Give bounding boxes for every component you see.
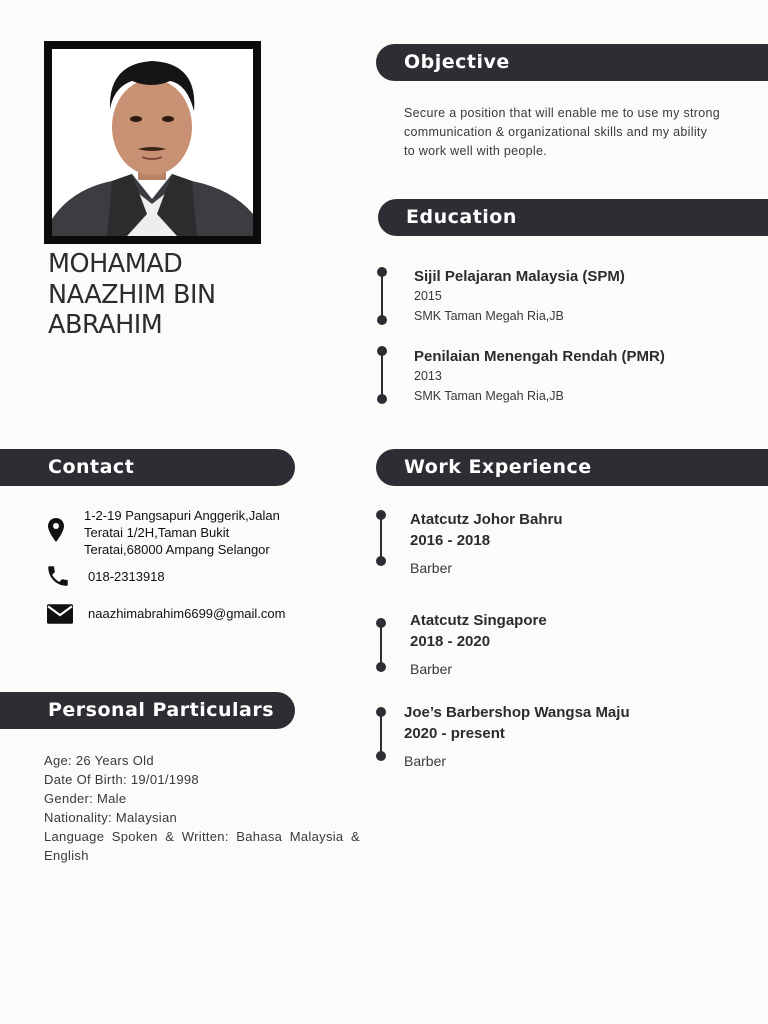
education-entry (414, 266, 625, 326)
particular-item: Gender: Male (44, 791, 127, 806)
contact-email[interactable]: naazhimabrahim6699@gmail.com (88, 606, 286, 621)
candidate-name (48, 249, 348, 341)
contact-phone-row (44, 562, 165, 590)
contact-address (84, 507, 280, 558)
education-school: SMK Taman Megah Ria,JB (414, 308, 564, 323)
work-role: Barber (404, 753, 447, 769)
work-company: Atatcutz Johor Bahru (410, 511, 563, 528)
email-icon (46, 600, 74, 628)
work-heading: Work Experience (376, 449, 768, 486)
objective-line: Secure a position that will enable me to use my strong communication & organizational skills and my ability (404, 106, 720, 139)
education-title: Sijil Pelajaran Malaysia (SPM) (414, 268, 625, 285)
location-pin-icon (42, 516, 70, 544)
work-timeline-2 (375, 618, 387, 678)
education-title: Penilaian Menengah Rendah (PMR) (414, 348, 665, 365)
work-period: 2016 - 2018 (410, 532, 491, 549)
contact-heading: Contact (0, 449, 295, 486)
particulars-list (44, 751, 360, 865)
work-period: 2018 - 2020 (410, 633, 491, 650)
name-line: MOHAMAD (48, 249, 183, 279)
contact-phone: 018-2313918 (88, 569, 165, 584)
particulars-heading: Personal Particulars (0, 692, 295, 729)
work-company: Joe’s Barbershop Wangsa Maju (404, 704, 630, 721)
education-heading: Education (378, 199, 768, 236)
objective-heading: Objective (376, 44, 768, 81)
address-line: Teratai 1/2H,Taman Bukit (84, 525, 230, 540)
particular-item: Date Of Birth: 19/01/1998 (44, 772, 199, 787)
education-entry (414, 346, 665, 406)
name-line: NAAZHIM BIN (48, 279, 216, 310)
contact-address-row (42, 508, 280, 558)
education-year: 2013 (414, 369, 442, 383)
particular-item: Nationality: Malaysian (44, 810, 178, 825)
profile-photo (52, 49, 253, 236)
phone-icon (44, 562, 72, 590)
particular-item: Age: 26 Years Old (44, 753, 154, 768)
work-period: 2020 - present (404, 725, 505, 742)
work-timeline-3 (375, 707, 387, 767)
name-line: ABRAHIM (48, 310, 163, 340)
education-timeline-2 (376, 346, 388, 406)
contact-email-row (46, 600, 285, 628)
work-role: Barber (410, 560, 453, 576)
objective-line: to work well with people. (404, 144, 547, 158)
work-role: Barber (410, 661, 453, 677)
work-entry (410, 509, 563, 578)
education-school: SMK Taman Megah Ria,JB (414, 388, 564, 403)
work-entry (410, 610, 547, 679)
work-company: Atatcutz Singapore (410, 612, 547, 629)
work-timeline-1 (375, 510, 387, 570)
education-year: 2015 (414, 289, 442, 303)
work-entry (404, 702, 630, 771)
objective-text (404, 104, 720, 161)
education-timeline-1 (376, 267, 388, 327)
address-line: 1-2-19 Pangsapuri Anggerik,Jalan (84, 508, 280, 523)
profile-photo-frame (44, 41, 261, 244)
particular-item: Language Spoken & Written: Bahasa Malaysia & English (44, 829, 360, 863)
address-line: Teratai,68000 Ampang Selangor (84, 542, 270, 557)
